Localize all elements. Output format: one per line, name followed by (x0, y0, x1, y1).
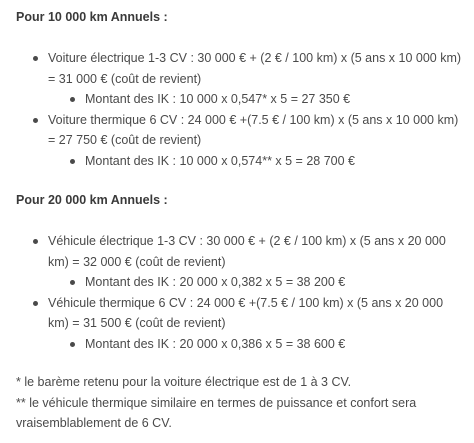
sub-item-text: Montant des IK : 20 000 x 0,386 x 5 = 38 600 € (85, 336, 346, 351)
sub-item-text: Montant des IK : 10 000 x 0,574** x 5 = 28 700 € (85, 153, 355, 168)
sub-item-text: Montant des IK : 20 000 x 0,382 x 5 = 38 200 € (85, 275, 346, 289)
footnote-thermal: ** le véhicule thermique similaire en termes de puissance et confort sera vraisemblablement de 6 CV. (16, 395, 417, 430)
list-item-thermal-20000km (30, 293, 462, 355)
sub-item-text: Montant des IK : 10 000 x 0,547* x 5 = 27 350 € (85, 92, 351, 106)
list-item-text: Véhicule thermique 6 CV : 24 000 € +(7.5 € / 100 km) x (5 ans x 20 000 km) = 31 500 € (coût de revient) (48, 295, 444, 330)
cost-list-10000km (30, 48, 462, 171)
sub-item-ik-electric-10000km (48, 89, 462, 110)
list-item-electric-20000km (30, 231, 462, 293)
list-item-text: Véhicule électrique 1-3 CV : 30 000 € + (2 € / 100 km) x (5 ans x 20 000 km) = 32 000 € (coût de revient) (48, 234, 446, 269)
sub-item-ik-thermal-20000km (48, 334, 462, 355)
section-heading-20000km: Pour 20 000 km Annuels : (16, 193, 168, 207)
cost-list-20000km (30, 231, 462, 354)
list-item-thermal-10000km (30, 110, 462, 172)
sub-item-ik-thermal-10000km (48, 151, 462, 172)
sub-item-ik-electric-20000km (48, 272, 462, 293)
footnote-electric: * le barème retenu pour la voiture électrique est de 1 à 3 CV. (16, 375, 352, 389)
list-item-electric-10000km (30, 48, 462, 110)
list-item-text: Voiture électrique 1-3 CV : 30 000 € + (2 € / 100 km) x (5 ans x 10 000 km) = 31 000 € (coût de revient) (48, 51, 462, 86)
footnotes (16, 372, 466, 434)
list-item-text: Voiture thermique 6 CV : 24 000 € +(7.5 € / 100 km) x (5 ans x 10 000 km) = 27 750 € (coût de revient) (48, 112, 459, 147)
section-heading-10000km: Pour 10 000 km Annuels : (16, 10, 168, 24)
